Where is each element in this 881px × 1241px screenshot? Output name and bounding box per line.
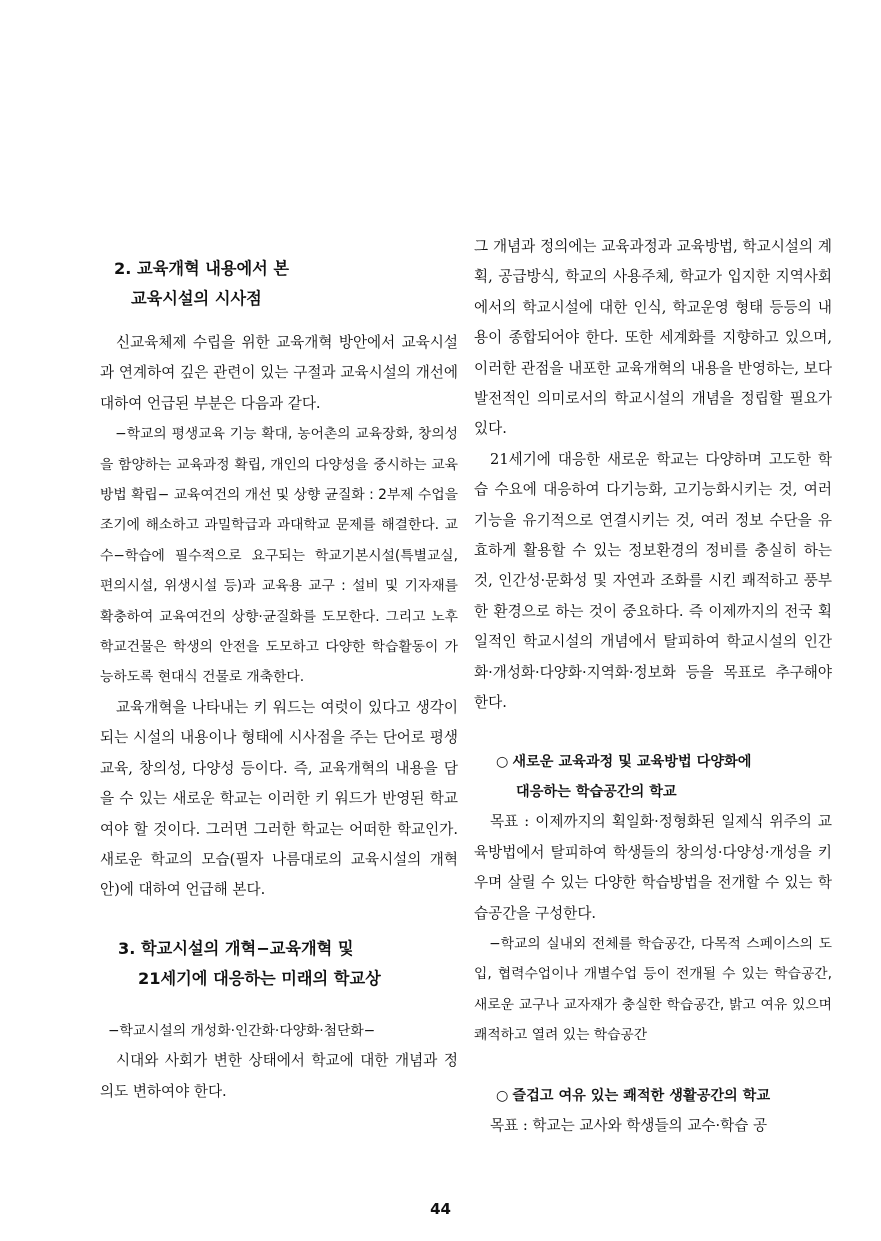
section-3-title-line1: 3. 학교시설의 개혁−교육개혁 및 — [118, 938, 354, 958]
section-3-title — [100, 934, 458, 994]
right-column — [474, 232, 832, 1141]
item-2-goal: 목표 : 학교는 교사와 학생들의 교수·학습 공 — [490, 1116, 768, 1134]
section-3-title-line2: 21세기에 대응하는 미래의 학교상 — [138, 968, 381, 988]
item-1-goal: 목표 : 이제까지의 획일화·정형화된 일제식 위주의 교육방법에서 탈피하여 학생들의 창의성·다양성·개성을 키우며 살릴 수 있는 다양한 학습방법을 전개할 수 있는 학습공간을 구성한다. — [474, 813, 832, 922]
page-number: 44 — [430, 1200, 451, 1218]
section-2-title-line2: 교육시설의 시사점 — [131, 289, 262, 308]
item-1-heading — [474, 747, 832, 808]
section-3-subheading: −학교시설의 개성화·인간화·다양화·첨단화− — [108, 1022, 376, 1039]
left-column — [100, 232, 458, 1107]
item-2-heading — [474, 1081, 832, 1111]
section-2-paragraph-1: 신교육체제 수립을 위한 교육개혁 방안에서 교육시설과 연계하여 깊은 관련이 있는 구절과 교육시설의 개선에 대하여 언급된 부분은 다음과 같다. — [100, 334, 458, 412]
right-paragraph-1: 그 개념과 정의에는 교육과정과 교육방법, 학교시설의 계획, 공급방식, 학교의 사용주체, 학교가 입지한 지역사회에서의 학교시설에 대한 인식, 학교운영 형태 등등의 내용이 종합되어야 한다. 또한 세계화를 지향하고 있으며, 이러한 관점을 내포한 교육개혁의 내용을 반영하는, 보다 발전적인 의미로서의 학교시설의 개념을 정립할 필요가 있다. — [474, 238, 832, 438]
item-1-title-line1: 새로운 교육과정 및 교육방법 다양화에 — [512, 753, 752, 770]
section-2-paragraph-3: 교육개혁을 나타내는 키 워드는 여럿이 있다고 생각이 되는 시설의 내용이나 형태에 시사점을 주는 단어로 평생교육, 창의성, 다양성 등이다. 즉, 교육개혁의 내용을 담을 수 있는 새로운 학교는 이러한 키 워드가 반영된 학교여야 할 것이다. 그러면 그러한 학교는 어떠한 학교인가. 새로운 학교의 모습(필자 나름대로의 교육시설의 개혁안)에 대하여 언급해 본다. — [100, 698, 458, 899]
circle-bullet-icon: ○ — [496, 753, 509, 770]
circle-bullet-icon: ○ — [496, 1087, 509, 1104]
item-1-detail: −학교의 실내외 전체를 학습공간, 다목적 스페이스의 도입, 협력수업이나 개별수업 등이 전개될 수 있는 학습공간, 새로운 교구나 교자재가 충실한 학습공간, 밝고 여유 있으며 쾌적하고 열려 있는 학습공간 — [474, 935, 832, 1044]
section-2-title — [100, 254, 458, 314]
section-3-paragraph-1: 시대와 사회가 변한 상태에서 학교에 대한 개념과 정의도 변하여야 한다. — [100, 1052, 458, 1100]
item-1-title-line2: 대응하는 학습공간의 학교 — [516, 783, 677, 800]
item-2-title: 즐겁고 여유 있는 쾌적한 생활공간의 학교 — [512, 1087, 771, 1104]
education-reform-excerpt: −학교의 평생교육 기능 확대, 농어촌의 교육장화, 창의성을 함양하는 교육과정 확립, 개인의 다양성을 중시하는 교육방법 확립− 교육여건의 개선 및 상향 균질화 : 2부제 수업을 조기에 해소하고 과밀학급과 과대학교 문제를 해결한다. 교수−학습에 필수적으로 요구되는 학교기본시설(특별교실, 편의시설, 위생시설 등)과 교육용 교구 : 설비 및 기자재를 확충하여 교육여건의 상향·균질화를 도모한다. 그리고 노후 학교건물은 학생의 안전을 도모하고 다양한 학습활동이 가능하도록 현대식 건물로 개축한다. — [100, 426, 458, 686]
right-paragraph-2: 21세기에 대응한 새로운 학교는 다양하며 고도한 학습 수요에 대응하여 다기능화, 고기능화시키는 것, 여러 기능을 유기적으로 연결시키는 것, 여러 정보 수단을 유효하게 활용할 수 있는 정보환경의 정비를 충실히 하는 것, 인간성·문화성 및 자연과 조화를 시킨 쾌적하고 풍부한 환경으로 하는 것이 중요하다. 즉 이제까지의 전국 획일적인 학교시설의 개념에서 탈피하여 학교시설의 인간화·개성화·다양화·지역화·정보화 등을 목표로 추구해야 한다. — [474, 450, 832, 712]
section-2-title-line1: 2. 교육개혁 내용에서 본 — [114, 259, 290, 278]
